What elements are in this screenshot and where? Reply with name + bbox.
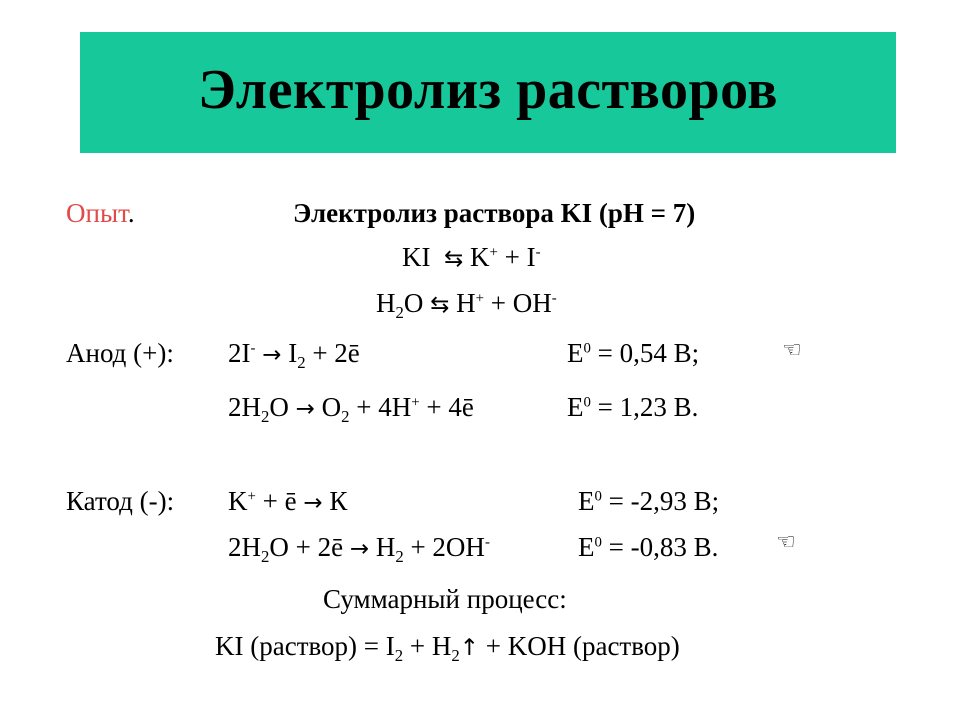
right-arrow-icon: → [349,536,370,562]
ki-dissociation-equation: KI ⇆ K+ + I- [402,242,541,272]
title-band [80,32,896,153]
equilibrium-arrow-icon: ⇆ [444,246,464,272]
right-arrow-icon: → [262,342,282,368]
cathode-potential-2: $E^0 = -0,83$ В. [578,532,719,562]
up-arrow-icon: ↑ [459,635,479,661]
experiment-label: Опыт. [66,198,135,228]
right-arrow-icon: → [295,396,315,422]
pointing-hand-icon: ☜ [776,530,796,555]
anode-equation-2: $2H_2O \to O_2 + 4H^+$ + 4ē [228,392,474,426]
cathode-equation-2: $2H_2O$ + 2ē → $H_2 + 2OH^-$ [228,532,490,566]
experiment-heading: Электролиз раствора KI (pH = 7) [293,198,696,228]
cathode-equation-1: K+ + ē → К [228,486,348,516]
right-arrow-icon: → [303,490,323,516]
equilibrium-arrow-icon: ⇆ [430,292,450,318]
slide-title: Электролиз растворов [198,58,778,121]
pointing-hand-icon: ☜ [782,338,802,363]
summary-equation: KI (раствор) = $I_2$ + $H_2↑$ + KOH (раствор) [215,631,680,665]
anode-label: Анод (+): [66,338,174,368]
anode-equation-1: $2I^- \to I_2$ + 2ē [228,338,360,372]
cathode-label: Катод (-): [66,486,175,516]
anode-potential-1: $E^0 = 0,54$ В; [567,338,700,368]
anode-potential-2: $E^0 = 1,23$ В. [567,392,699,422]
summary-label: Суммарный процесс: [323,584,567,614]
cathode-potential-1: $E^0 = -2,93$ В; [578,486,720,516]
water-dissociation-equation: $H_2O$ ⇆ H+ + OH- [376,288,557,322]
